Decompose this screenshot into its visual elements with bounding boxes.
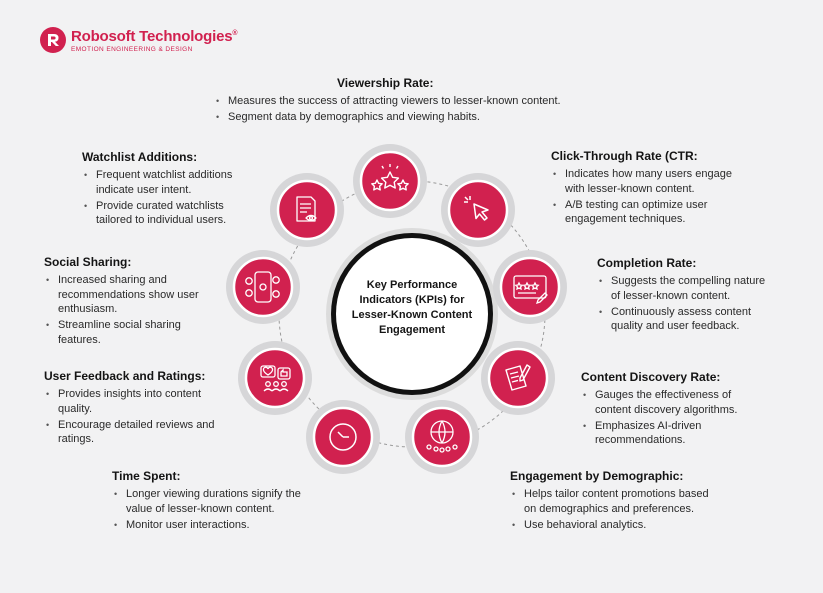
- kpi-bullet: • Use behavioral analytics.: [510, 518, 710, 533]
- kpi-completion-rate: [597, 256, 772, 335]
- kpi-title: Social Sharing:: [44, 255, 132, 269]
- kpi-bullet: • Frequent watchlist additions indicate user intent.: [82, 168, 252, 197]
- node-social-sharing: [226, 250, 300, 324]
- kpi-bullet: • Measures the success of attracting viewers to lesser-known content.: [214, 94, 614, 109]
- node-engagement-by-demographic: [405, 400, 479, 474]
- kpi-bullet: • Gauges the effectiveness of content discovery algorithms.: [581, 388, 761, 417]
- kpi-bullet: • Streamline social sharing features.: [44, 318, 219, 347]
- kpi-title: Engagement by Demographic:: [510, 469, 684, 483]
- kpi-title: Content Discovery Rate:: [581, 370, 721, 384]
- brand-logo: Robosoft Technologies® EMOTION ENGINEERING & DESIGN: [40, 26, 237, 54]
- node-viewership-rate: [353, 144, 427, 218]
- kpi-bullet: • Indicates how many users engage with lesser-known content.: [551, 167, 751, 196]
- node-content-discovery-rate: [481, 341, 555, 415]
- kpi-title: Time Spent:: [112, 469, 181, 483]
- node-completion-rate: [493, 250, 567, 324]
- kpi-social-sharing: [44, 255, 219, 349]
- kpi-bullet: • Increased sharing and recommendations show user enthusiasm.: [44, 273, 219, 317]
- kpi-title: Watchlist Additions:: [82, 150, 198, 164]
- kpi-click-through-rate: [551, 149, 751, 228]
- kpi-bullet: • Emphasizes AI-driven recommendations.: [581, 419, 761, 448]
- node-time-spent: [306, 400, 380, 474]
- kpi-title: User Feedback and Ratings:: [44, 369, 206, 383]
- kpi-engagement-by-demographic: [510, 469, 710, 534]
- brand-name: Robosoft Technologies: [71, 28, 233, 45]
- kpi-title: Completion Rate:: [597, 256, 697, 270]
- kpi-time-spent: [112, 469, 317, 534]
- kpi-bullet: • Helps tailor content promotions based on demographics and preferences.: [510, 487, 710, 516]
- node-user-feedback-ratings: [238, 341, 312, 415]
- kpi-bullet: • Continuously assess content quality and user feedback.: [597, 305, 772, 334]
- kpi-bullet: • A/B testing can optimize user engagement techniques.: [551, 198, 751, 227]
- kpi-bullet: • Suggests the compelling nature of lesser-known content.: [597, 274, 772, 303]
- kpi-bullet: • Segment data by demographics and viewing habits.: [214, 110, 614, 125]
- node-watchlist-additions: [270, 173, 344, 247]
- kpi-bullet: • Longer viewing durations signify the value of lesser-known content.: [112, 487, 317, 516]
- kpi-user-feedback-ratings: [44, 369, 234, 448]
- brand-tagline: EMOTION ENGINEERING & DESIGN: [71, 46, 193, 53]
- kpi-bullet: • Provides insights into content quality.: [44, 387, 234, 416]
- kpi-title: Viewership Rate:: [337, 76, 434, 90]
- kpi-bullet: • Monitor user interactions.: [112, 518, 317, 533]
- kpi-bullet: • Provide curated watchlists tailored to individual users.: [82, 199, 252, 228]
- kpi-viewership-rate: [214, 76, 614, 126]
- kpi-watchlist-additions: [82, 150, 252, 229]
- node-click-through-rate: [441, 173, 515, 247]
- kpi-bullet: • Encourage detailed reviews and ratings.: [44, 418, 234, 447]
- kpi-content-discovery-rate: [581, 370, 761, 449]
- kpi-title: Click-Through Rate (CTR:: [551, 149, 698, 163]
- center-title: Key Performance Indicators (KPIs) for Lesser-Known Content Engagement: [351, 279, 473, 336]
